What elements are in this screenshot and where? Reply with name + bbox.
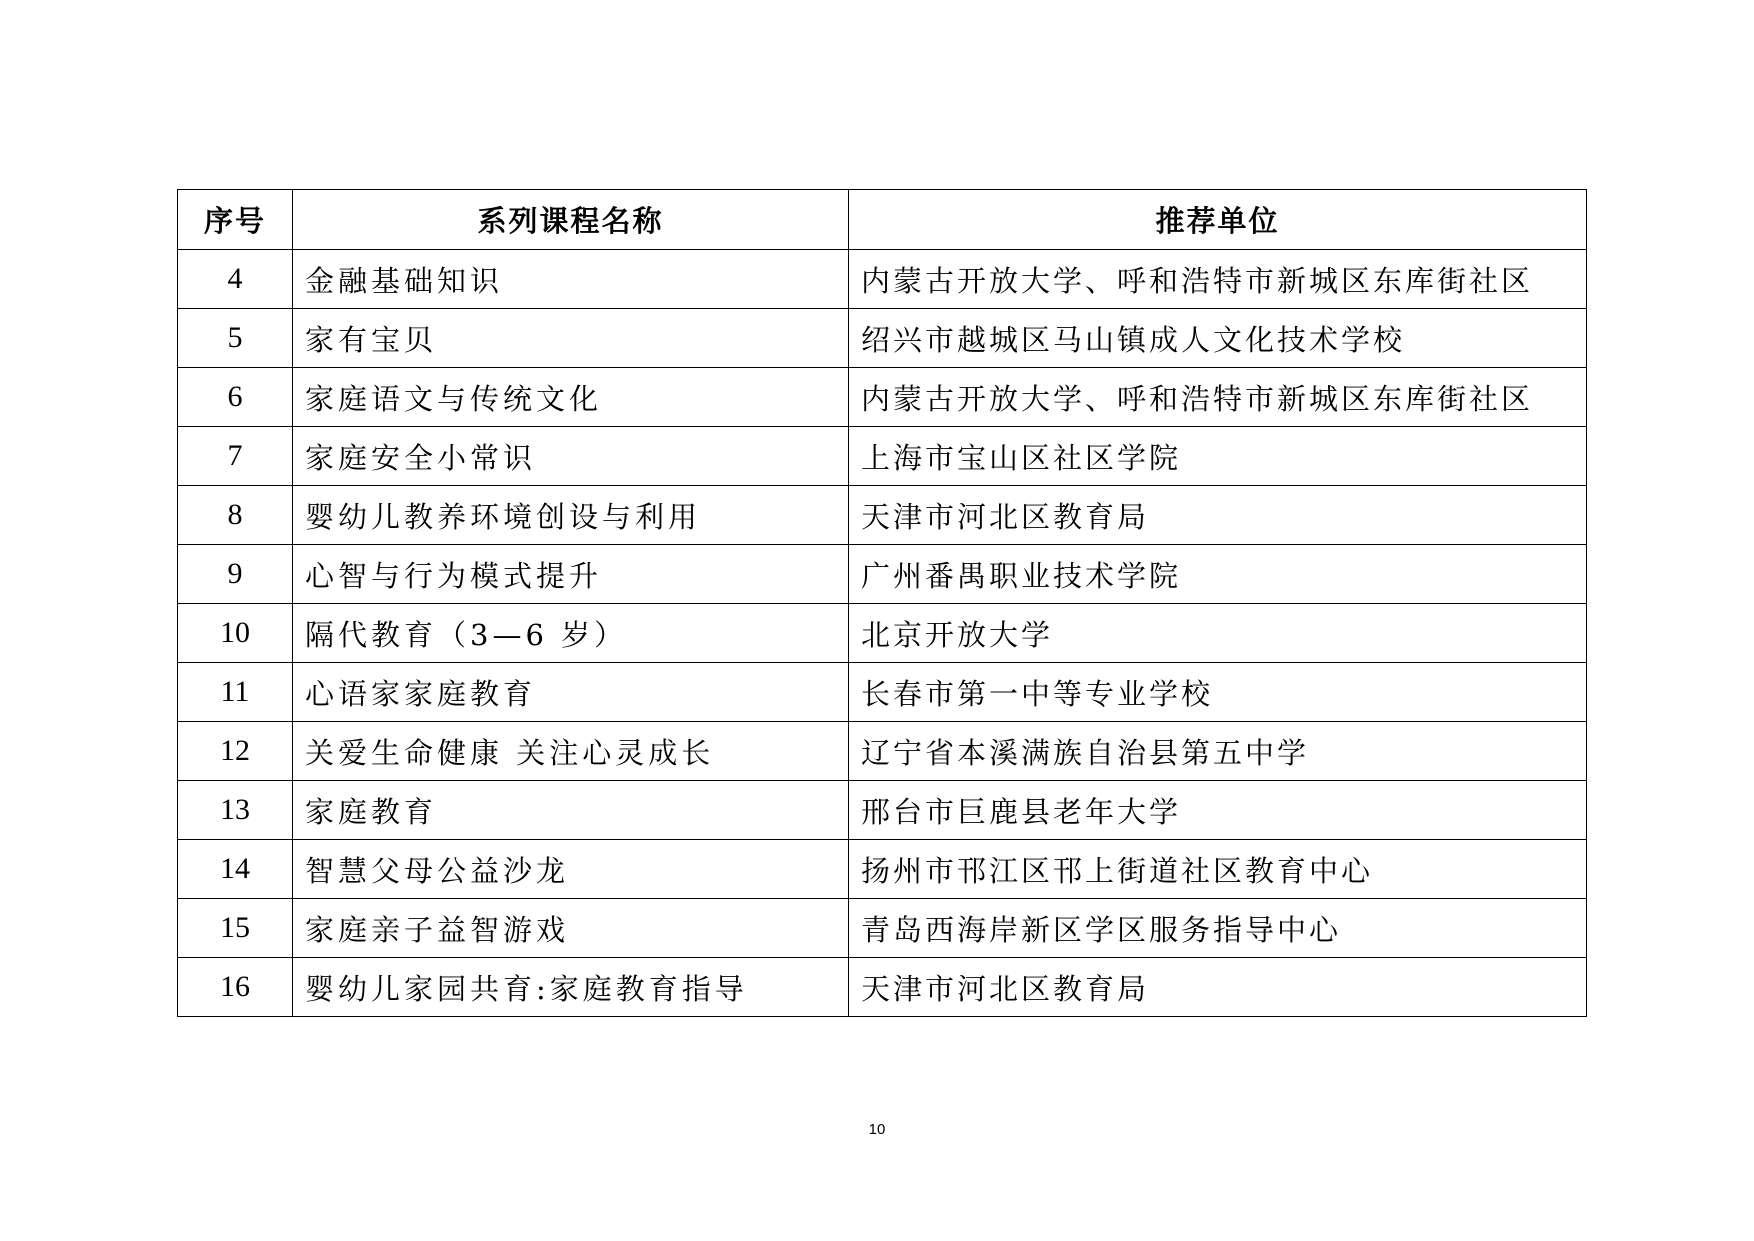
recommending-unit-cell: 邢台市巨鹿县老年大学 — [849, 781, 1587, 840]
recommending-unit-cell: 天津市河北区教育局 — [849, 486, 1587, 545]
recommending-unit-cell: 天津市河北区教育局 — [849, 958, 1587, 1017]
course-name-cell: 家庭教育 — [293, 781, 849, 840]
table-header-row — [178, 190, 1587, 250]
course-name-cell: 家庭亲子益智游戏 — [293, 899, 849, 958]
serial-number-cell: 9 — [178, 545, 293, 604]
recommending-unit-cell: 内蒙古开放大学、呼和浩特市新城区东库街社区 — [849, 250, 1587, 309]
recommending-unit-cell: 上海市宝山区社区学院 — [849, 427, 1587, 486]
recommending-unit-cell: 内蒙古开放大学、呼和浩特市新城区东库街社区 — [849, 368, 1587, 427]
header-course-name: 系列课程名称 — [293, 190, 849, 250]
serial-number-cell: 8 — [178, 486, 293, 545]
course-name-cell: 金融基础知识 — [293, 250, 849, 309]
recommending-unit-cell: 青岛西海岸新区学区服务指导中心 — [849, 899, 1587, 958]
table-row — [178, 368, 1587, 427]
serial-number-cell: 13 — [178, 781, 293, 840]
table-row — [178, 604, 1587, 663]
table-row — [178, 722, 1587, 781]
serial-number-cell: 16 — [178, 958, 293, 1017]
course-name-cell: 婴幼儿家园共育:家庭教育指导 — [293, 958, 849, 1017]
header-recommending-unit: 推荐单位 — [849, 190, 1587, 250]
table-body — [178, 250, 1587, 1017]
serial-number-cell: 4 — [178, 250, 293, 309]
recommending-unit-cell: 辽宁省本溪满族自治县第五中学 — [849, 722, 1587, 781]
recommending-unit-cell: 广州番禺职业技术学院 — [849, 545, 1587, 604]
page-number: 10 — [868, 1121, 886, 1138]
table-row — [178, 840, 1587, 899]
table-row — [178, 309, 1587, 368]
table-row — [178, 781, 1587, 840]
serial-number-cell: 14 — [178, 840, 293, 899]
table-row — [178, 663, 1587, 722]
course-name-cell: 隔代教育（3—6 岁） — [293, 604, 849, 663]
table-row — [178, 958, 1587, 1017]
serial-number-cell: 12 — [178, 722, 293, 781]
course-name-cell: 心语家家庭教育 — [293, 663, 849, 722]
course-name-cell: 家庭安全小常识 — [293, 427, 849, 486]
table-row — [178, 427, 1587, 486]
header-serial-number: 序号 — [178, 190, 293, 250]
recommending-unit-cell: 长春市第一中等专业学校 — [849, 663, 1587, 722]
serial-number-cell: 10 — [178, 604, 293, 663]
table-row — [178, 899, 1587, 958]
course-name-cell: 家有宝贝 — [293, 309, 849, 368]
serial-number-cell: 11 — [178, 663, 293, 722]
course-table — [177, 189, 1587, 1017]
serial-number-cell: 6 — [178, 368, 293, 427]
course-name-cell: 婴幼儿教养环境创设与利用 — [293, 486, 849, 545]
table-row — [178, 545, 1587, 604]
recommending-unit-cell: 绍兴市越城区马山镇成人文化技术学校 — [849, 309, 1587, 368]
course-name-cell: 智慧父母公益沙龙 — [293, 840, 849, 899]
serial-number-cell: 7 — [178, 427, 293, 486]
table-row — [178, 250, 1587, 309]
course-name-cell: 关爱生命健康 关注心灵成长 — [293, 722, 849, 781]
serial-number-cell: 15 — [178, 899, 293, 958]
recommending-unit-cell: 扬州市邗江区邗上街道社区教育中心 — [849, 840, 1587, 899]
serial-number-cell: 5 — [178, 309, 293, 368]
recommending-unit-cell: 北京开放大学 — [849, 604, 1587, 663]
table-row — [178, 486, 1587, 545]
course-name-cell: 心智与行为模式提升 — [293, 545, 849, 604]
course-name-cell: 家庭语文与传统文化 — [293, 368, 849, 427]
